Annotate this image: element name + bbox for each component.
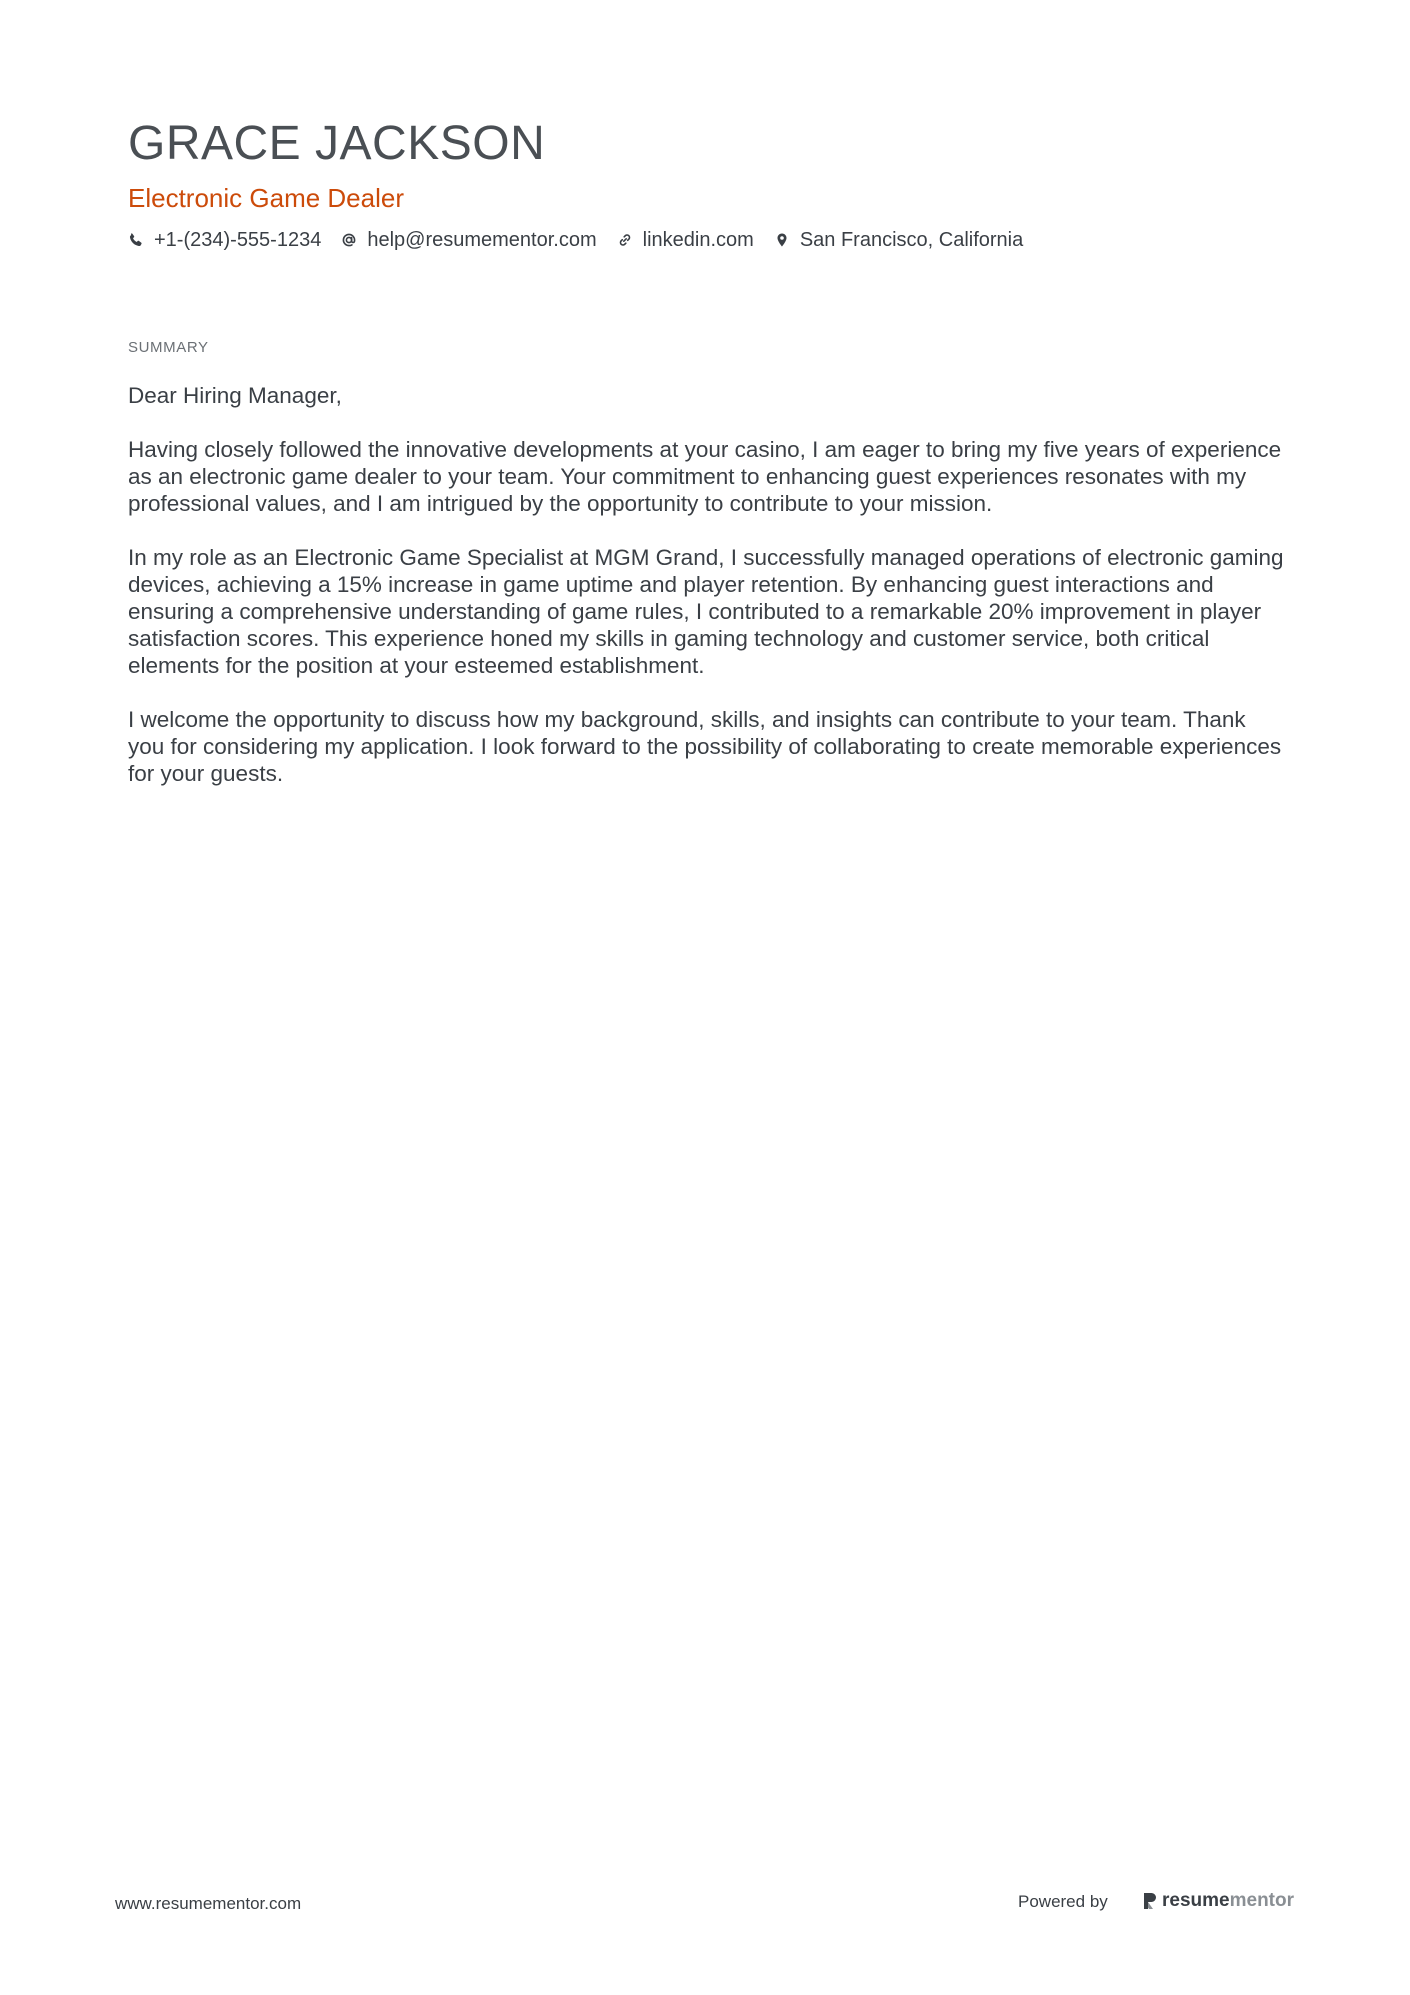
contact-bar (128, 226, 1043, 254)
salutation: Dear Hiring Manager, (128, 383, 342, 408)
job-title: Electronic Game Dealer (128, 183, 404, 213)
contact-phone[interactable] (128, 226, 321, 254)
powered-by-label: Powered by (1018, 1892, 1108, 1911)
location-text: San Francisco, California (799, 229, 1024, 251)
link-icon (617, 232, 633, 248)
brand-text-mentor: mentor (1229, 1890, 1295, 1911)
location-pin-icon (774, 232, 790, 248)
candidate-name: GRACE JACKSON (128, 117, 546, 170)
contact-location (774, 226, 1023, 254)
footer-website-link[interactable]: www.resumementor.com (115, 1894, 302, 1913)
brand-text-resume: resume (1162, 1890, 1230, 1911)
summary-heading: SUMMARY (128, 339, 209, 356)
phone-text: +1-(234)-555-1234 (154, 229, 322, 251)
letter-body (128, 382, 1288, 814)
resumementor-logo[interactable] (1142, 1888, 1294, 1914)
phone-icon (128, 232, 144, 248)
email-text: help@resumementor.com (367, 229, 597, 251)
letter-paragraph: I welcome the opportunity to discuss how my background, skills, and insights can contribute to your team. Thank you for considering my application. I look forward to the possibility of collaborating to create memorable experiences for your guests. (128, 707, 1282, 786)
contact-linkedin[interactable] (617, 226, 754, 254)
resumementor-logo-icon (1142, 1891, 1158, 1911)
at-sign-icon (341, 232, 357, 248)
letter-paragraph: In my role as an Electronic Game Specialist at MGM Grand, I successfully managed operations of electronic gaming devices, achieving a 15% increase in game uptime and player retention. By enhancing guest interactions and ensuring a comprehensive understanding of game rules, I contributed to a remarkable 20% improvement in player satisfaction scores. This experience honed my skills in gaming technology and customer service, both critical elements for the position at your esteemed establishment. (128, 545, 1284, 678)
contact-email[interactable] (341, 226, 596, 254)
linkedin-text: linkedin.com (642, 229, 754, 251)
letter-paragraph: Having closely followed the innovative developments at your casino, I am eager to bring my five years of experience as an electronic game dealer to your team. Your commitment to enhancing guest experiences resonates with my professional values, and I am intrigued by the opportunity to contribute to your mission. (128, 437, 1282, 516)
